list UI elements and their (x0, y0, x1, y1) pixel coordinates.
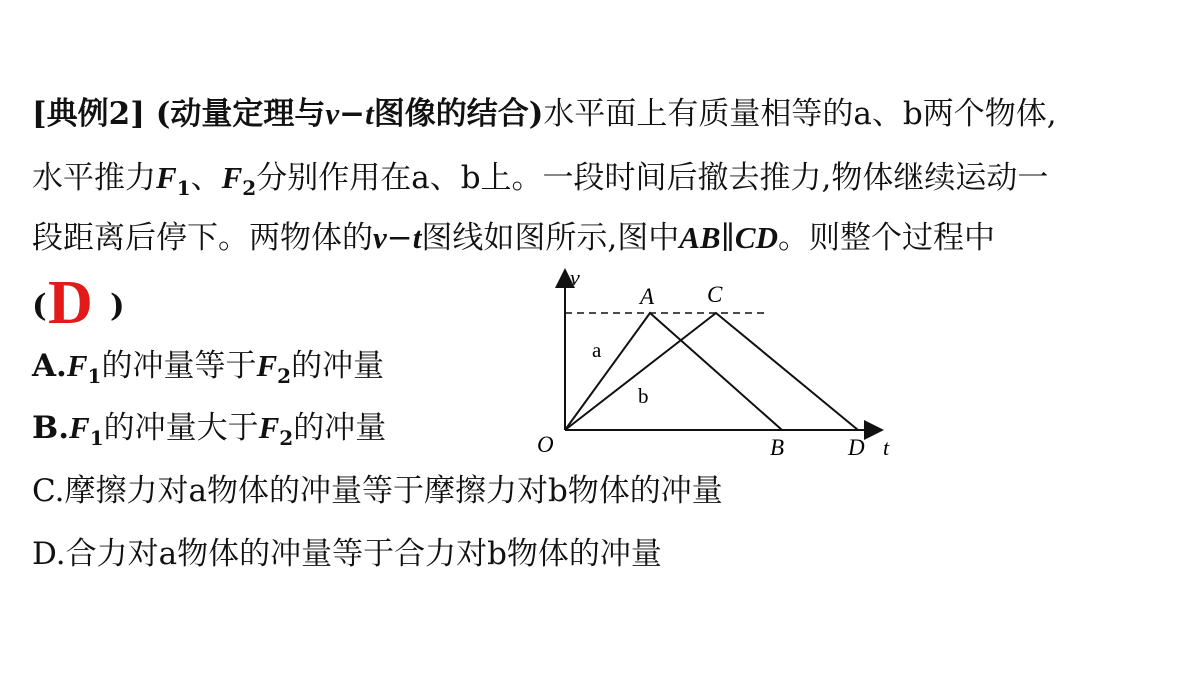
topic-dash: − (339, 96, 366, 132)
segment-cd: CD (734, 220, 778, 255)
option-b-prefix: B. (32, 410, 69, 446)
label-v: v (570, 265, 580, 290)
parallel-symbol: ∥ (720, 220, 735, 256)
line3-rest: 。则整个过程中 (778, 220, 995, 256)
option-b (32, 408, 387, 451)
force-f1: F (156, 160, 177, 195)
vt-graph (520, 262, 920, 467)
topic-v: v (325, 96, 340, 131)
question-line-3 (32, 218, 995, 258)
line2-rest: 分别作用在a、b上。一段时间后撤去推力,物体继续运动一 (256, 160, 1049, 196)
label-point-c: C (707, 282, 723, 307)
option-a-end: 的冲量 (291, 348, 385, 384)
option-b-f2: F (258, 410, 280, 445)
label-t: t (883, 435, 890, 460)
label-point-a: A (640, 284, 655, 309)
option-b-f1: F (69, 410, 90, 445)
answer-letter: D (48, 269, 93, 337)
line2-a: 水平推力 (32, 160, 156, 196)
question-line-1 (32, 94, 1057, 134)
answer-paren-close: ) (110, 288, 125, 324)
option-a-prefix: A. (32, 348, 67, 384)
option-a-mid: 的冲量等于 (101, 348, 257, 384)
line3-a: 段距离后停下。两物体的 (32, 220, 373, 256)
line-a (565, 313, 782, 430)
option-a-f1: F (66, 348, 88, 383)
option-a-f2-sub: 2 (277, 364, 292, 389)
force-f1-sub: 1 (176, 176, 191, 201)
option-a (32, 346, 385, 389)
label-point-b: B (770, 435, 785, 460)
line3-v: v (373, 220, 387, 255)
option-b-f2-sub: 2 (279, 426, 294, 451)
line3-dash: − (386, 220, 413, 256)
label-curve-b: b (638, 384, 649, 408)
line3-t: t (412, 220, 422, 255)
topic-prefix: (动量定理与 (155, 96, 326, 132)
example-tag: [典例2] (32, 96, 145, 132)
label-point-d: D (848, 435, 865, 460)
topic-suffix: 图像的结合) (373, 96, 544, 132)
question-line-2 (32, 158, 1049, 201)
label-o: O (537, 432, 554, 457)
option-b-mid: 的冲量大于 (103, 410, 259, 446)
option-c: C.摩擦力对a物体的冲量等于摩擦力对b物体的冲量 (32, 473, 723, 509)
line2-sep: 、 (190, 160, 222, 196)
segment-ab: AB (679, 220, 721, 255)
force-f2: F (221, 160, 243, 195)
option-d: D.合力对a物体的冲量等于合力对b物体的冲量 (32, 536, 662, 572)
option-b-end: 的冲量 (293, 410, 387, 446)
line3-b: 图线如图所示,图中 (421, 220, 680, 256)
line-b (565, 313, 858, 430)
option-a-f2: F (256, 348, 278, 383)
label-curve-a: a (592, 338, 602, 362)
topic-t: t (365, 96, 374, 131)
line1-rest: 水平面上有质量相等的a、b两个物体, (543, 96, 1057, 132)
force-f2-sub: 2 (242, 176, 257, 201)
option-a-f1-sub: 1 (87, 364, 102, 389)
answer-paren-open: ( (32, 288, 47, 324)
option-b-f1-sub: 1 (89, 426, 104, 451)
